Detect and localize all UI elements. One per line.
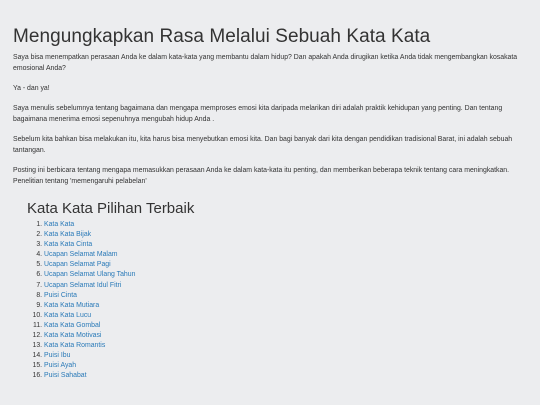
article-paragraph-2: Ya - dan ya! <box>13 85 50 92</box>
list-item <box>44 331 507 341</box>
list-link-kata-kata-motivasi[interactable]: Kata Kata Motivasi <box>44 332 102 340</box>
list-link-ucapan-selamat-ulang-tahun[interactable]: Ucapan Selamat Ulang Tahun <box>44 271 136 279</box>
list-link-puisi-ayah[interactable]: Puisi Ayah <box>44 362 77 370</box>
article-paragraph-5: Posting ini berbicara tentang mengapa memasukkan perasaan Anda ke dalam kata-kata itu penting, dan memberikan beberapa teknik tentang cara meningkatkan. Penelitian tentang 'memengaruhi pelabelan' <box>13 167 510 185</box>
list-item <box>44 250 507 260</box>
list-link-kata-kata-lucu[interactable]: Kata Kata Lucu <box>44 311 92 319</box>
list-link-puisi-sahabat[interactable]: Puisi Sahabat <box>44 372 87 380</box>
article-paragraph-3: Saya menulis sebelumnya tentang bagaimana dan mengapa memproses emosi kita daripada melarikan diri adalah praktik kehidupan yang penting. Dan tentang bagaimana menerima emosi sepenuhnya mengubah hidup Anda . <box>13 105 503 123</box>
list-item <box>44 240 507 250</box>
list-link-puisi-ibu[interactable]: Puisi Ibu <box>44 352 71 360</box>
list-link-kata-kata-cinta[interactable]: Kata Kata Cinta <box>44 241 93 249</box>
list-link-kata-kata-gombal[interactable]: Kata Kata Gombal <box>44 321 101 329</box>
list-link-kata-kata-bijak[interactable]: Kata Kata Bijak <box>44 231 92 239</box>
list-link-ucapan-selamat-pagi[interactable]: Ucapan Selamat Pagi <box>44 261 111 269</box>
list-item <box>44 341 507 351</box>
list-item <box>44 311 507 321</box>
best-list <box>27 220 507 382</box>
article <box>13 26 525 196</box>
list-item <box>44 220 507 230</box>
article-paragraph-4: Sebelum kita bahkan bisa melakukan itu, kita harus bisa menyebutkan emosi kita. Dan bagi banyak dari kita dengan pendidikan tradisional Barat, ini adalah sebuah tantangan. <box>13 136 513 154</box>
list-item <box>44 301 507 311</box>
list-item <box>44 230 507 240</box>
page-title: Mengungkapkan Rasa Melalui Sebuah Kata Kata <box>13 26 431 47</box>
list-link-kata-kata[interactable]: Kata Kata <box>44 221 75 228</box>
list-item <box>44 361 507 371</box>
list-item <box>44 371 507 381</box>
article-paragraph-1: Saya bisa menempatkan perasaan Anda ke dalam kata-kata yang membantu dalam hidup? Dan apakah Anda dirugikan ketika Anda tidak mengembangkan kosakata emosional Anda? <box>13 54 518 72</box>
list-link-ucapan-selamat-malam[interactable]: Ucapan Selamat Malam <box>44 251 118 259</box>
best-list-heading: Kata Kata Pilihan Terbaik <box>27 200 195 217</box>
list-link-kata-kata-romantis[interactable]: Kata Kata Romantis <box>44 342 106 350</box>
list-item <box>44 270 507 280</box>
list-item <box>44 260 507 270</box>
list-item <box>44 321 507 331</box>
list-item <box>44 291 507 301</box>
list-link-kata-kata-mutiara[interactable]: Kata Kata Mutiara <box>44 301 100 309</box>
list-link-puisi-cinta[interactable]: Puisi Cinta <box>44 291 77 299</box>
list-link-ucapan-selamat-idul-fitri[interactable]: Ucapan Selamat Idul Fitri <box>44 281 122 289</box>
list-item <box>44 351 507 361</box>
list-item <box>44 281 507 291</box>
best-list-section <box>27 199 507 382</box>
